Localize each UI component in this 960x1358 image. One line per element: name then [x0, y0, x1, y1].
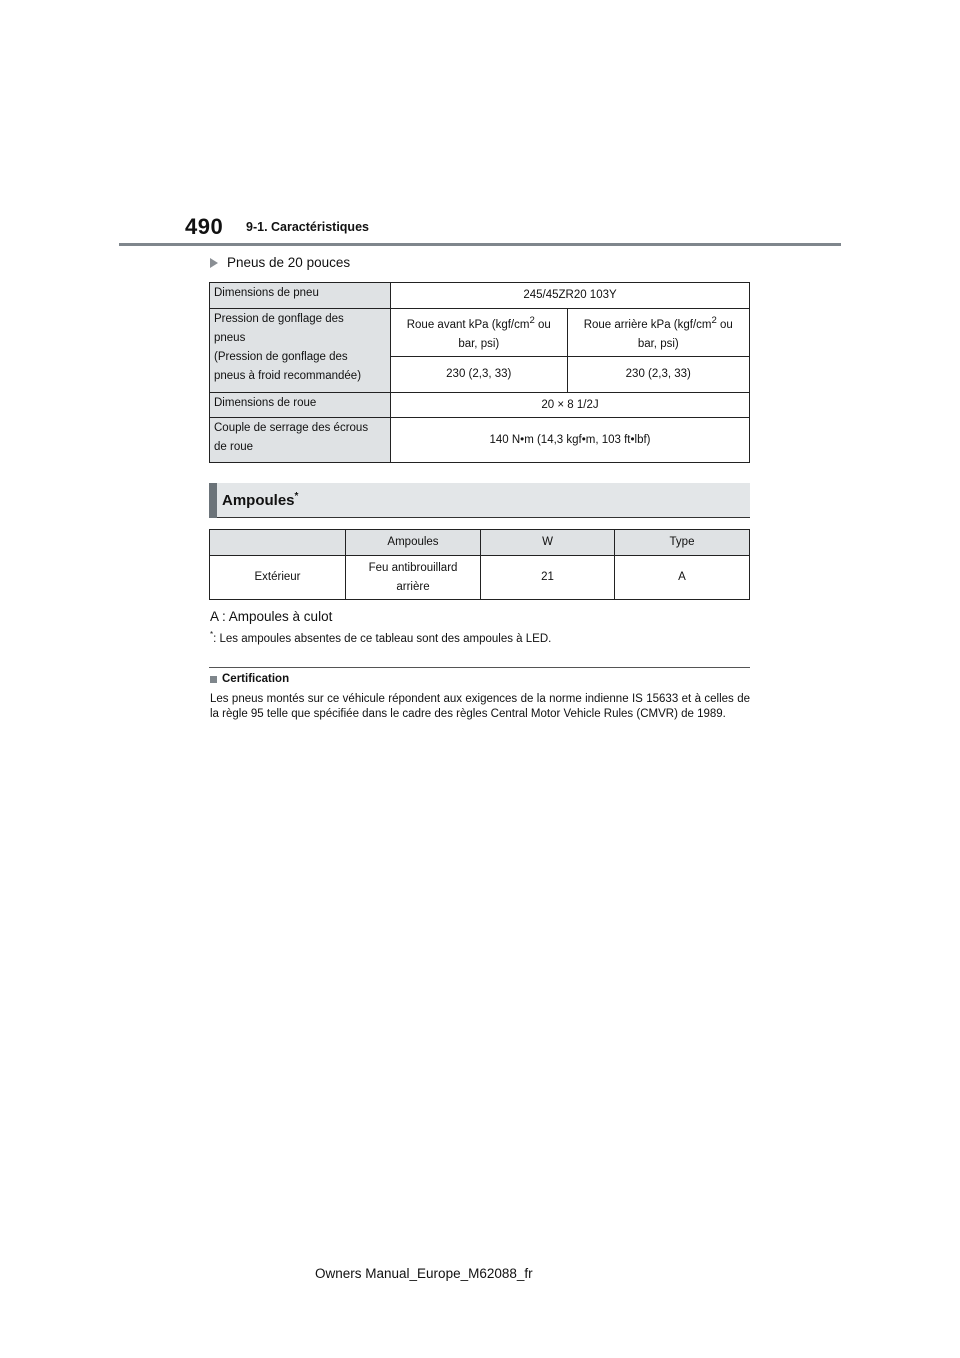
- rear-wheel-header: Roue arrière kPa ($kgf/cm^2$ ou bar, psi): [567, 309, 749, 357]
- section-title: 9-1. Caractéristiques: [246, 220, 369, 234]
- bulbs-table: [209, 529, 750, 600]
- bulb-type: A: [615, 556, 750, 600]
- rear-pressure-value: 230 (2,3, 33): [567, 357, 749, 393]
- bulb-watt: 21: [481, 556, 615, 600]
- footnote-text: : Les ampoules absentes de ce tableau sont des ampoules à LED.: [213, 632, 552, 645]
- heading-accent-bar: [209, 483, 217, 518]
- torque-value: 140 N•m (14,3 kgf•m, 103 ft•lbf): [391, 418, 750, 463]
- certification-body: Les pneus montés sur ce véhicule répondent aux exigences de la norme indienne IS 15633 et à celles de la règle 95 telle que spécifiée dans le cadre des règles Central Motor Vehicle Rules (CMVR) de 1989.: [210, 693, 750, 720]
- page-footer: Owners Manual_Europe_M62088_fr: [315, 1266, 533, 1281]
- page-number: 490: [185, 214, 224, 239]
- tire-spec-table: [209, 282, 750, 463]
- triangle-bullet-icon: [210, 258, 218, 268]
- bulbs-col-type: Type: [615, 530, 750, 556]
- bulbs-heading: [209, 483, 750, 518]
- bulbs-col-name: Ampoules: [346, 530, 481, 556]
- pressure-label: Pression de gonflage des pneus (Pression de gonflage des pneus à froid recommandée): [210, 309, 391, 393]
- certification-title-text: Certification: [222, 673, 290, 685]
- bulbs-heading-text: Ampoules: [222, 492, 295, 509]
- bulbs-heading-mark: *: [294, 491, 299, 502]
- footnote-mark: *: [210, 630, 214, 639]
- bulbs-col-watt: W: [481, 530, 615, 556]
- front-pressure-value: 230 (2,3, 33): [391, 357, 568, 393]
- wheel-size-value: 20 × 8 1/2J: [391, 393, 750, 418]
- square-bullet-icon: [210, 676, 217, 683]
- bulb-name: Feu antibrouillard arrière: [346, 556, 481, 600]
- bulb-type-legend: A : Ampoules à culot: [210, 609, 333, 624]
- footnote: [210, 630, 551, 645]
- subheading-text: Pneus de 20 pouces: [227, 255, 351, 270]
- tire-size-label: Dimensions de pneu: [210, 283, 391, 309]
- front-wheel-header: Roue avant kPa ($kgf/cm^2$ ou bar, psi): [391, 309, 568, 357]
- certification-rule: [209, 667, 750, 668]
- torque-label: Couple de serrage des écrous de roue: [210, 418, 391, 463]
- bulb-location: Extérieur: [210, 556, 346, 600]
- subheading: [210, 255, 350, 270]
- wheel-size-label: Dimensions de roue: [210, 393, 391, 418]
- certification-title: [210, 673, 289, 685]
- bulbs-col-empty: [210, 530, 346, 556]
- tire-size-value: 245/45ZR20 103Y: [391, 283, 750, 309]
- header-rule: [119, 243, 841, 246]
